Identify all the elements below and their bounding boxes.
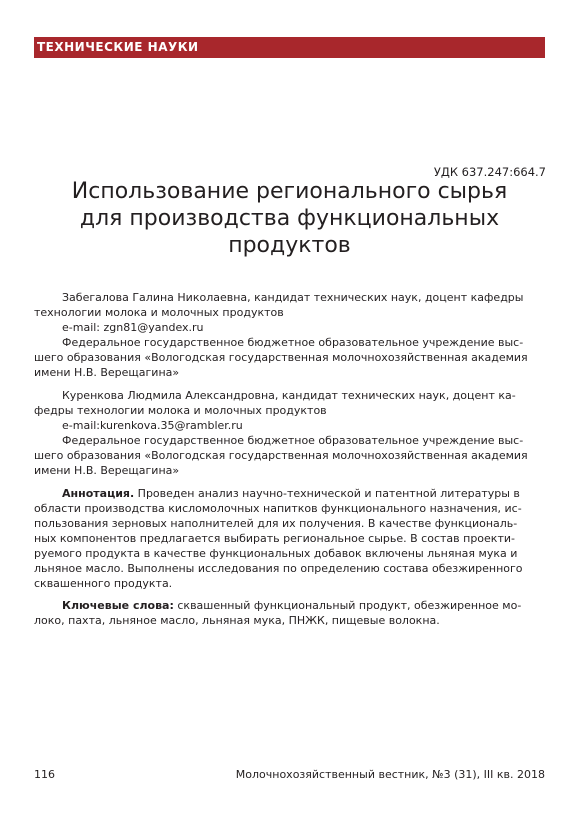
author-email: e-mail:kurenkova.35@rambler.ru	[62, 419, 243, 432]
affiliation-line: шего образования «Вологодская государственная молочнохозяйственная академия	[34, 449, 528, 462]
keywords-text: сквашенный функциональный продукт, обезжиренное мо-	[173, 599, 522, 612]
author-line: технологии молока и молочных продуктов	[34, 306, 284, 319]
abstract-line: области производства кисломолочных напитков функционального назначения, ис-	[34, 502, 522, 515]
affiliation-line: шего образования «Вологодская государственная молочнохозяйственная академия	[34, 351, 528, 364]
affiliation-line: имени Н.В. Верещагина»	[34, 464, 180, 477]
section-header-bar	[34, 37, 545, 58]
affiliation-line: Федеральное государственное бюджетное образовательное учреждение выс-	[62, 434, 524, 447]
title-line: продуктов	[228, 233, 351, 258]
author-line: Куренкова Людмила Александровна, кандидат технических наук, доцент ка-	[62, 389, 516, 402]
page-number: 116	[34, 768, 55, 781]
keywords-first-line	[34, 598, 545, 613]
journal-name: Молочнохозяйственный вестник, №3 (31), III кв. 2018	[235, 768, 545, 781]
abstract	[34, 486, 545, 591]
abstract-line: ных компонентов предлагается выбирать региональное сырье. В состав проекти-	[34, 532, 515, 545]
abstract-line: пользования зерновых наполнителей для их получения. В качестве функциональ-	[34, 517, 518, 530]
article-title	[34, 178, 545, 259]
title-line: Использование регионального сырья	[71, 179, 508, 204]
author-line: Забегалова Галина Николаевна, кандидат технических наук, доцент кафедры	[62, 291, 524, 304]
abstract-label: Аннотация.	[62, 487, 135, 500]
author-email: e-mail: zgn81@yandex.ru	[62, 321, 204, 334]
section-title: ТЕХНИЧЕСКИЕ НАУКИ	[37, 40, 199, 54]
keywords	[34, 598, 545, 628]
author-block-1	[34, 290, 545, 380]
keywords-line: локо, пахта, льняное масло, льняная мука, ПНЖК, пищевые волокна.	[34, 614, 440, 627]
author-line: федры технологии молока и молочных продуктов	[34, 404, 327, 417]
affiliation-line: Федеральное государственное бюджетное образовательное учреждение выс-	[62, 336, 524, 349]
affiliation-line: имени Н.В. Верещагина»	[34, 366, 180, 379]
abstract-text: Проведен анализ научно-технической и патентной литературы в	[134, 487, 520, 500]
abstract-line: сквашенного продукта.	[34, 577, 173, 590]
udk-code: УДК 637.247:664.7	[433, 165, 546, 179]
keywords-label: Ключевые слова:	[62, 599, 174, 612]
author-block-2	[34, 388, 545, 478]
abstract-first-line	[34, 486, 545, 501]
title-line: для производства функциональных	[79, 206, 500, 231]
abstract-line: льняное масло. Выполнены исследования по определению состава обезжиренного	[34, 562, 523, 575]
abstract-line: руемого продукта в качестве функциональных добавок включены льняная мука и	[34, 547, 518, 560]
